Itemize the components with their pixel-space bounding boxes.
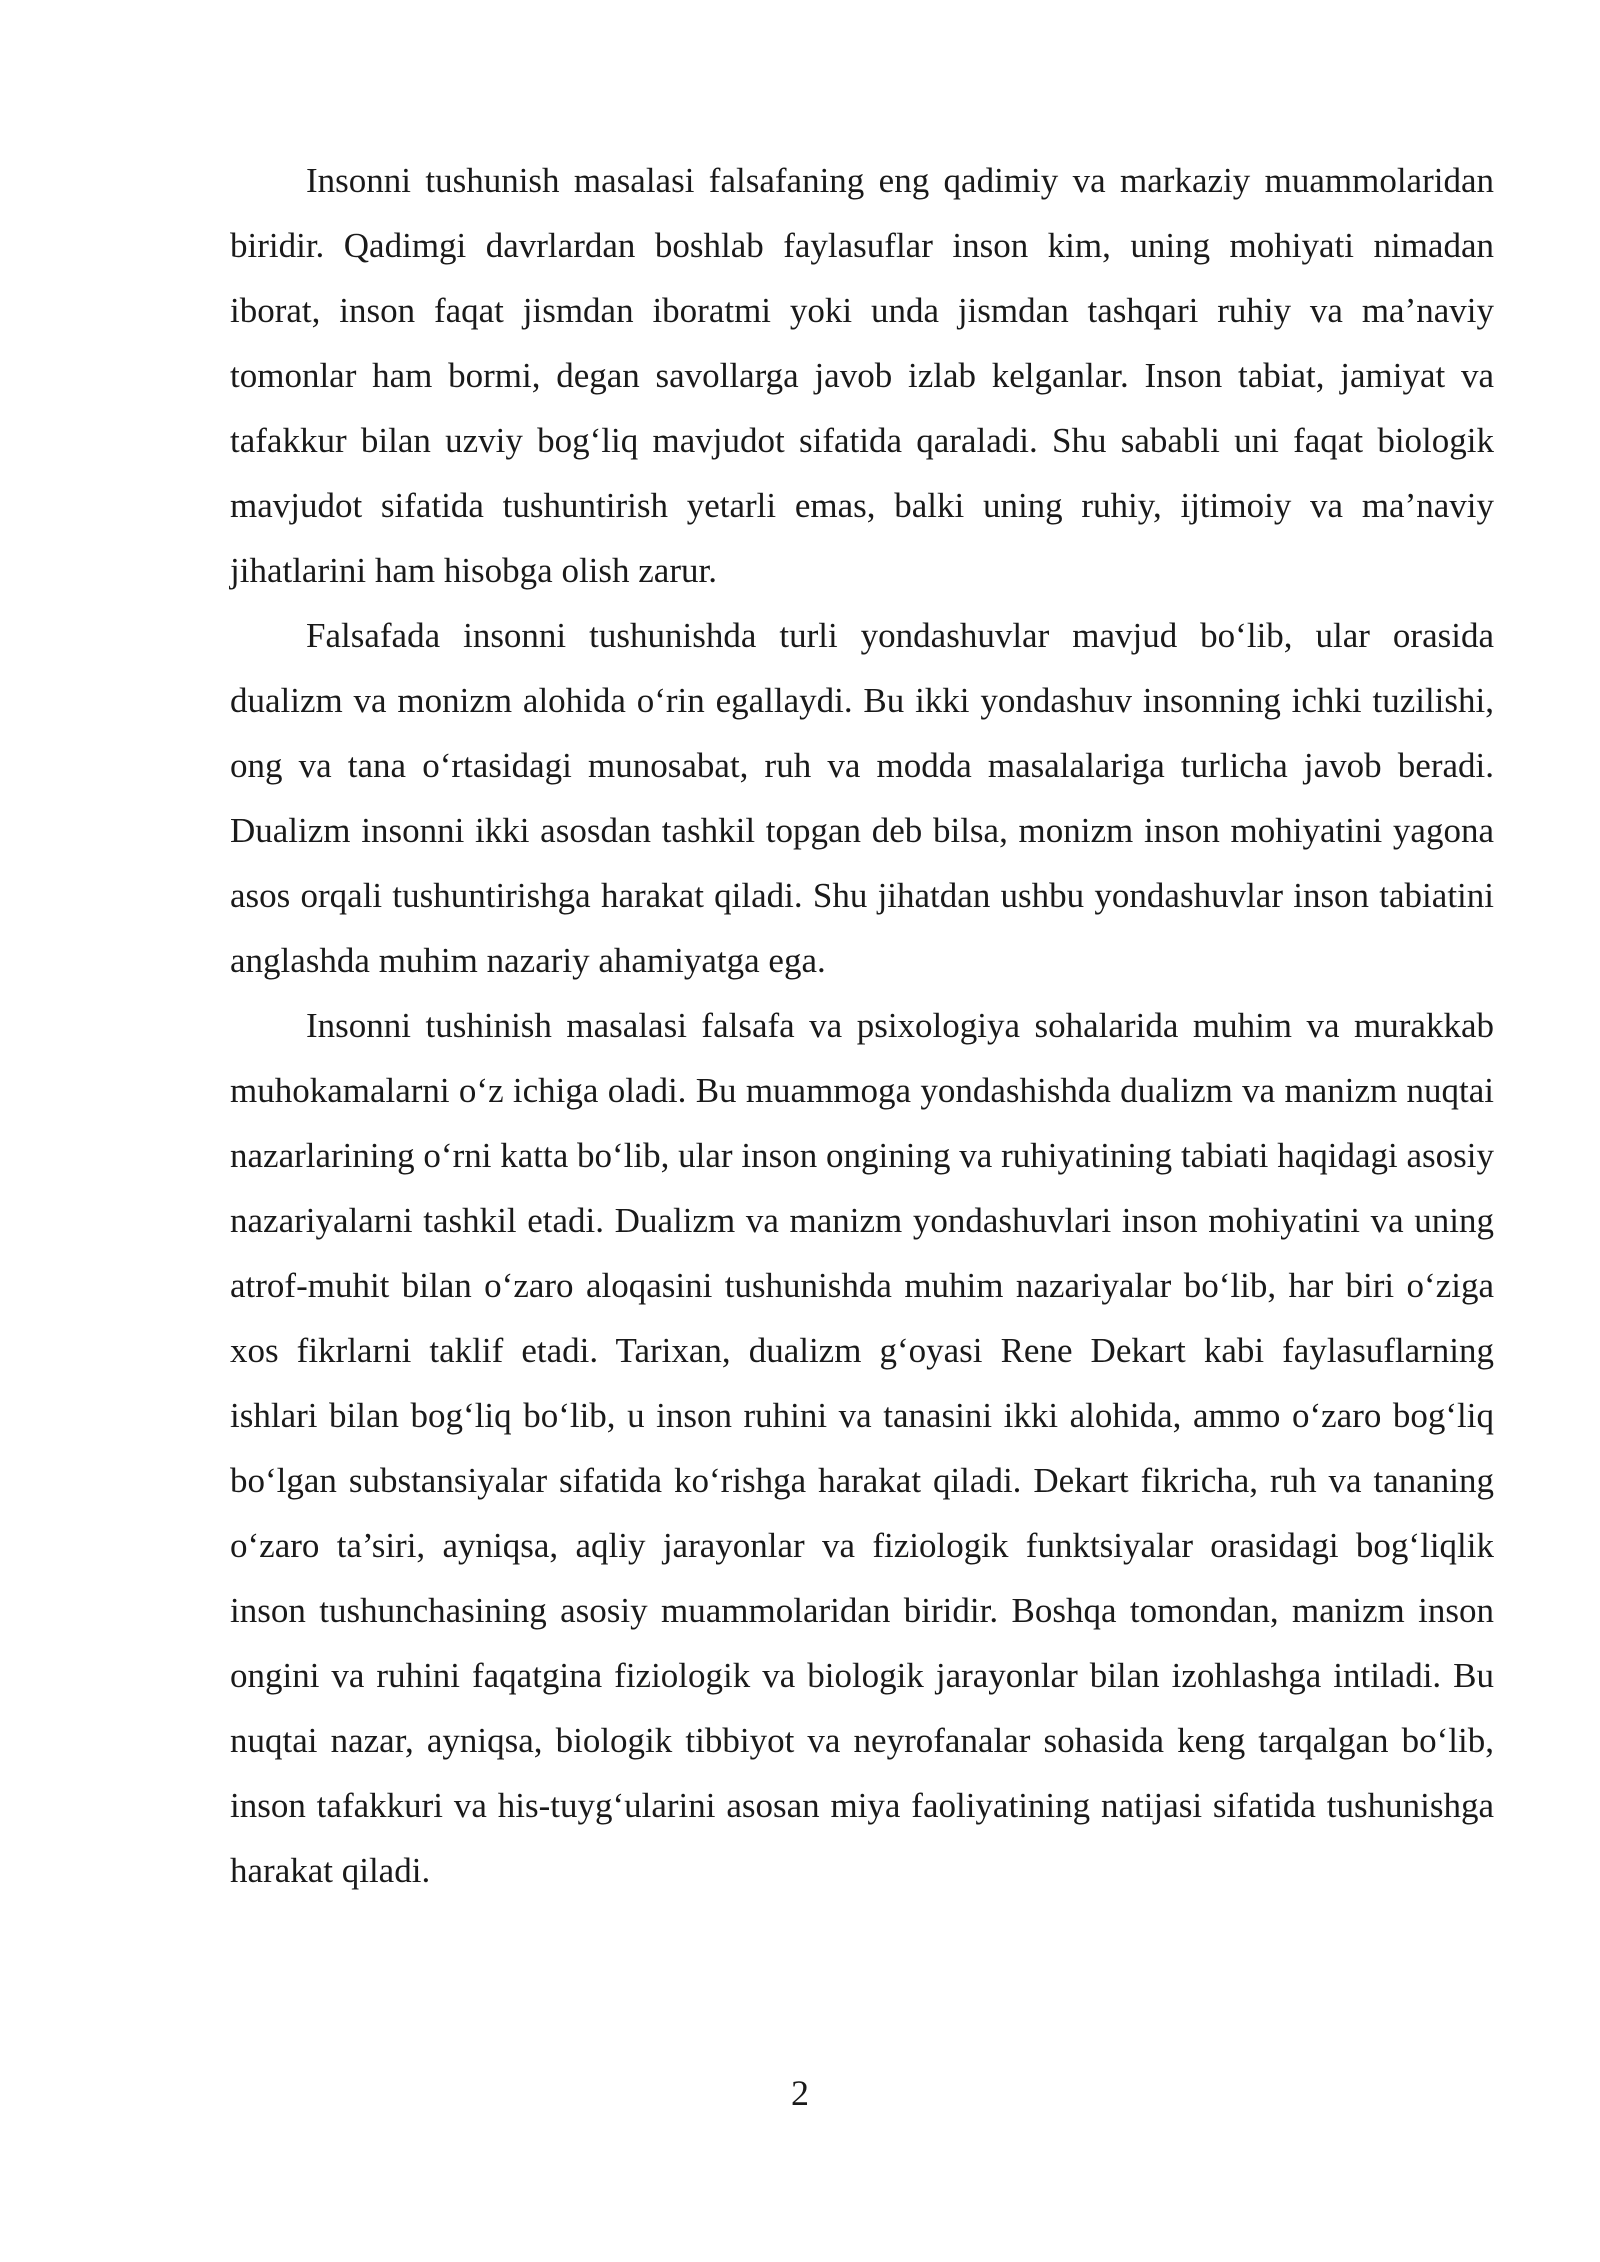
paragraph-1: Insonni tushunish masalasi falsafaning eng qadimiy va markaziy muammolaridan biridir. Qadimgi davrlardan boshlab faylasuflar inson kim, uning mohiyati nimadan iborat, inson faqat jismdan iboratmi yoki unda jismdan tashqari ruhiy va ma’naviy tomonlar ham bormi, degan savollarga javob izlab kelganlar. Inson tabiat, jamiyat va tafakkur bilan uzviy bog‘liq mavjudot sifatida qaraladi. Shu sababli uni faqat biologik mavjudot sifatida tushuntirish yetarli emas, balki uning ruhiy, ijtimoiy va ma’naviy jihatlarini ham hisobga olish zarur. — [230, 161, 1494, 590]
page-number: 2 — [791, 2073, 809, 2113]
paragraph-2: Falsafada insonni tushunishda turli yondashuvlar mavjud bo‘lib, ular orasida dualizm va monizm alohida o‘rin egallaydi. Bu ikki yondashuv insonning ichki tuzilishi, ong va tana o‘rtasidagi munosabat, ruh va modda masalalariga turlicha javob beradi. Dualizm insonni ikki asosdan tashkil topgan deb bilsa, monizm inson mohiyatini yagona asos orqali tushuntirishga harakat qiladi. Shu jihatdan ushbu yondashuvlar inson tabiatini anglashda muhim nazariy ahamiyatga ega. — [230, 616, 1494, 980]
document-body — [230, 148, 1494, 1903]
paragraph-3: Insonni tushinish masalasi falsafa va psixologiya sohalarida muhim va murakkab muhokamalarni o‘z ichiga oladi. Bu muammoga yondashishda dualizm va manizm nuqtai nazarlarining o‘rni katta bo‘lib, ular inson ongining va ruhiyatining tabiati haqidagi asosiy nazariyalarni tashkil etadi. Dualizm va manizm yondashuvlari inson mohiyatini va uning atrof-muhit bilan o‘zaro aloqasini tushunishda muhim nazariyalar bo‘lib, har biri o‘ziga xos fikrlarni taklif etadi. Tarixan, dualizm g‘oyasi Rene Dekart kabi faylasuflarning ishlari bilan bog‘liq bo‘lib, u inson ruhini va tanasini ikki alohida, ammo o‘zaro bog‘liq bo‘lgan substansiyalar sifatida ko‘rishga harakat qiladi. Dekart fikricha, ruh va tananing o‘zaro ta’siri, ayniqsa, aqliy jarayonlar va fiziologik funktsiyalar orasidagi bog‘liqlik inson tushunchasining asosiy muammolaridan biridir. Boshqa tomondan, manizm inson ongini va ruhini faqatgina fiziologik va biologik jarayonlar bilan izohlashga intiladi. Bu nuqtai nazar, ayniqsa, biologik tibbiyot va neyrofanalar sohasida keng tarqalgan bo‘lib, inson tafakkuri va his-tuyg‘ularini asosan miya faoliyatining natijasi sifatida tushunishga harakat qiladi. — [230, 1006, 1494, 1890]
